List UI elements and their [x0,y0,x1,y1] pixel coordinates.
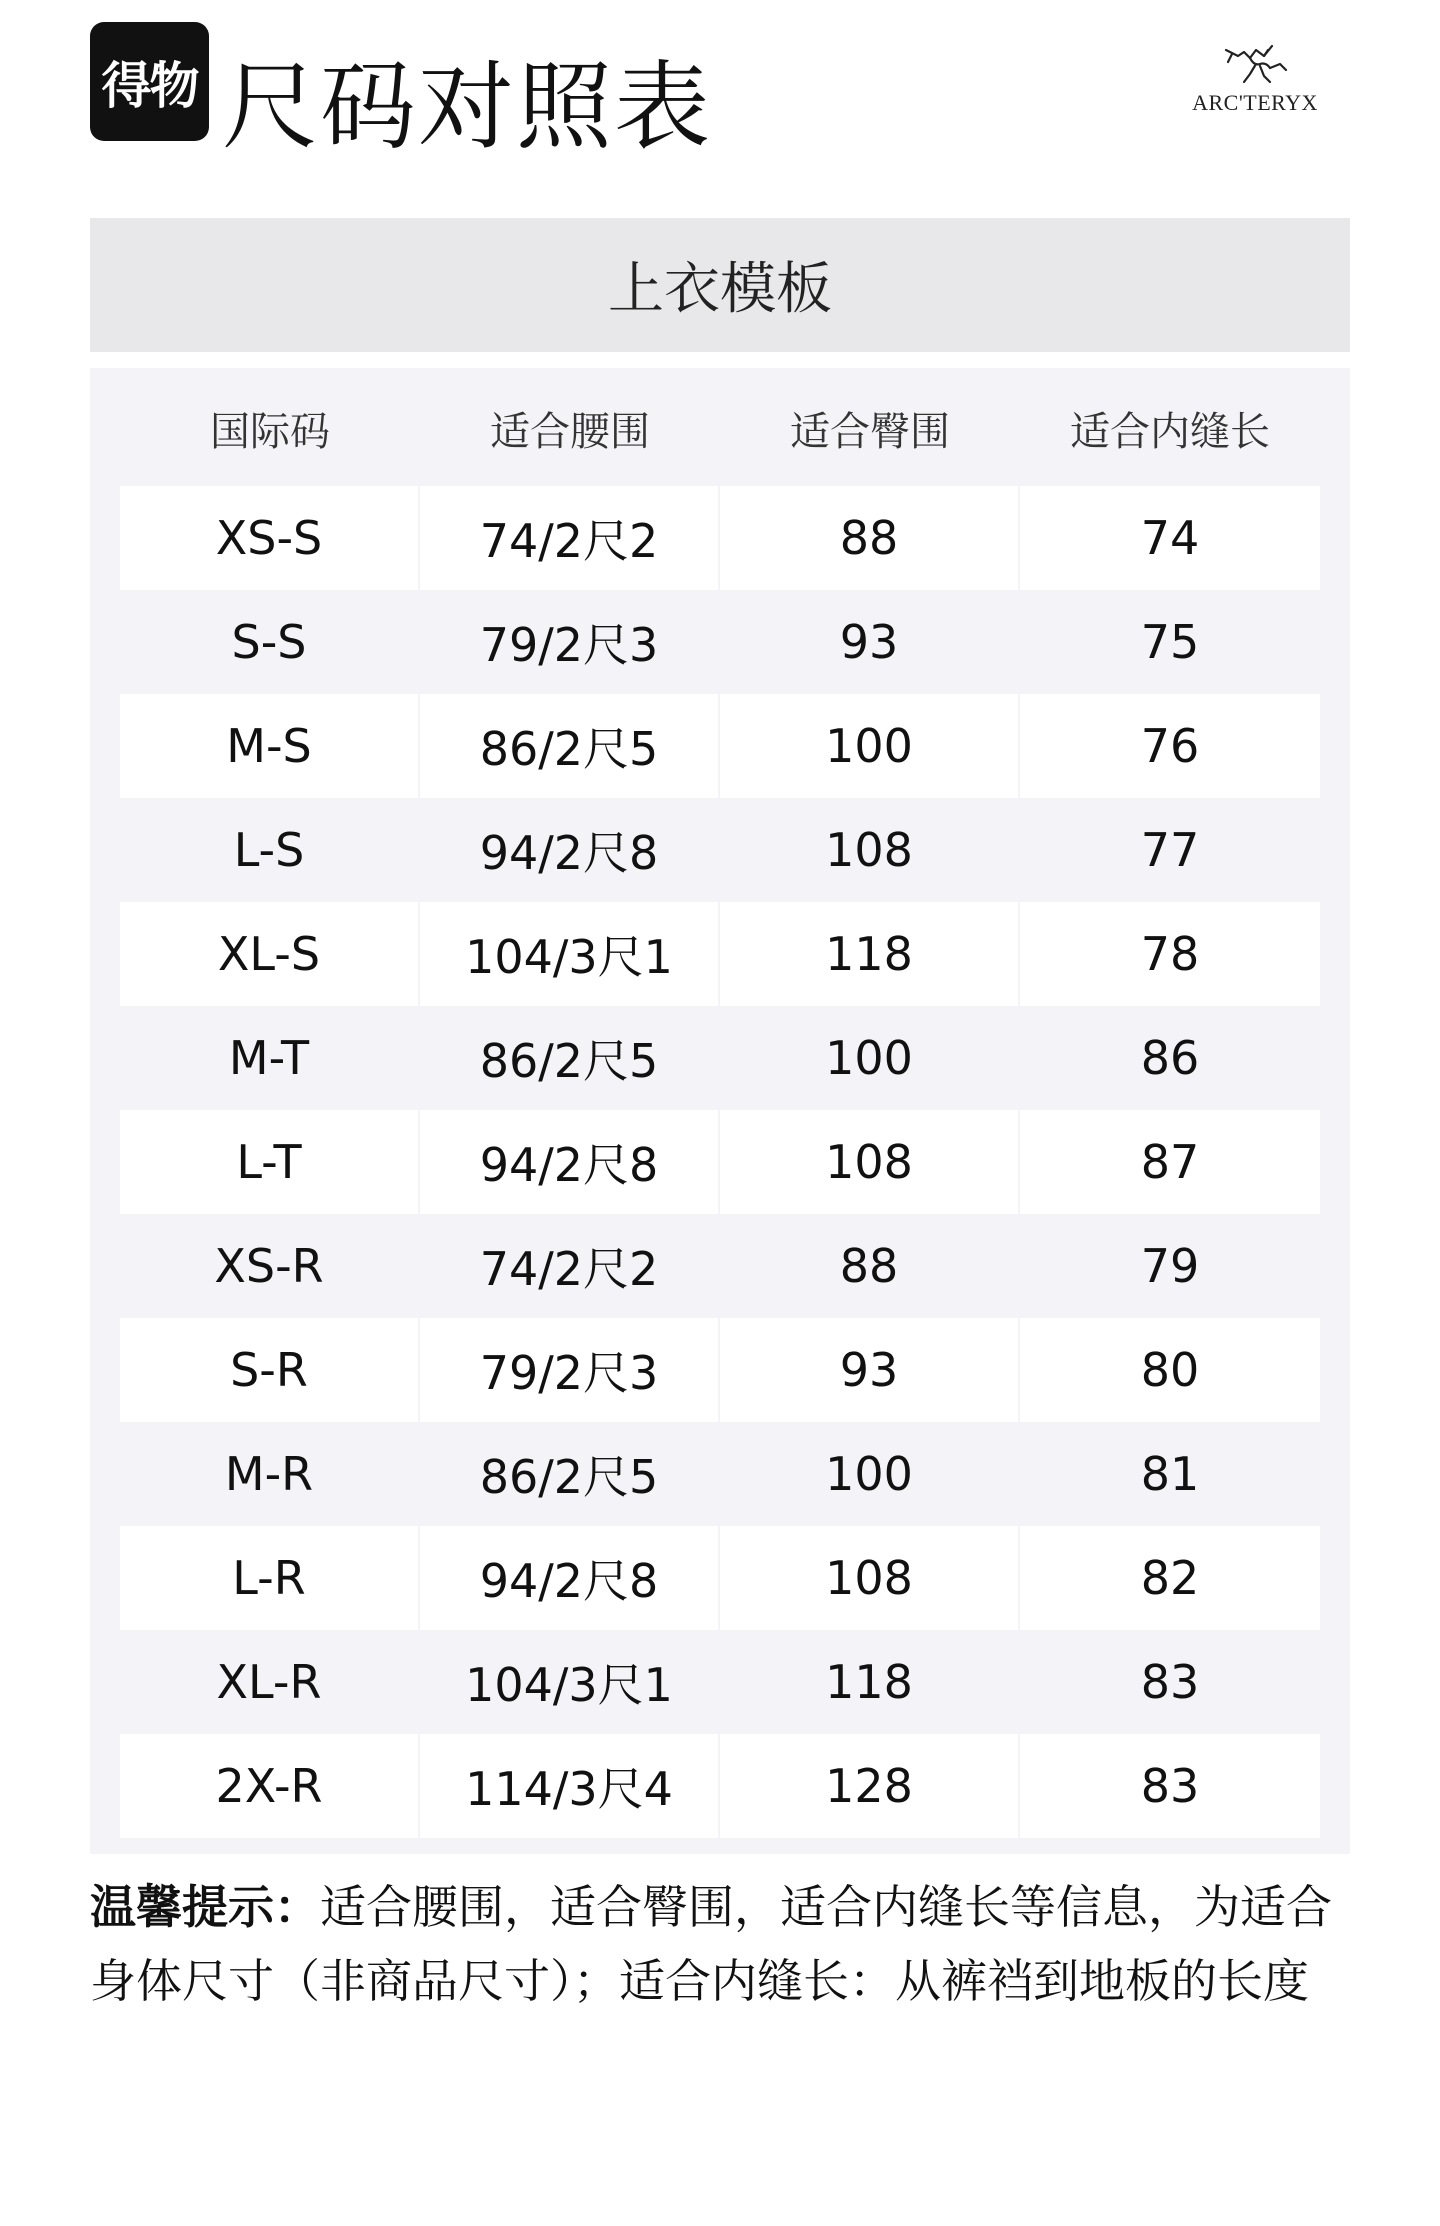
table-cell: 86/2尺5 [479,1450,659,1504]
table-cell: 83 [1020,1734,1320,1838]
table-row [120,1214,1320,1318]
app-logo-text: 得物 [101,56,198,115]
table-cell: 86/2尺5 [479,1034,659,1088]
table-cell: 74 [1020,486,1320,590]
table-cell: XL-R [216,1655,322,1709]
table-cell: M-S [120,694,418,798]
table-row [120,486,1320,590]
table-cell: 79 [1140,1239,1200,1293]
table-row [120,1630,1320,1734]
table-row [120,902,1320,1006]
table-cell: 75 [1140,615,1200,669]
table-cell: 81 [1140,1447,1200,1501]
table-cell: 78 [1020,902,1320,1006]
table-cell: M-R [224,1447,314,1501]
brand-logo [1170,40,1340,116]
table-row [120,1422,1320,1526]
table-cell: 2X-R [120,1734,418,1838]
table-cell: 86/2尺5 [420,694,718,798]
table-cell: 94/2尺8 [479,826,659,880]
table-row [120,1526,1320,1630]
size-table [90,368,1350,1854]
table-cell: M-T [228,1031,310,1085]
table-cell: S-S [231,615,307,669]
table-row [120,1318,1320,1422]
table-cell: 108 [720,1110,1018,1214]
table-cell: 82 [1020,1526,1320,1630]
table-cell: L-S [233,823,305,877]
table-cell: 74/2尺2 [420,486,718,590]
column-header: 适合腰围 [490,408,650,455]
page-title: 尺码对照表 [222,51,712,163]
table-cell: 108 [720,1526,1018,1630]
table-cell: 88 [839,1239,899,1293]
table-cell: 94/2尺8 [420,1110,718,1214]
column-header: 适合臀围 [790,408,950,455]
table-cell: 104/3尺1 [465,1658,673,1712]
tips-text: 适合腰围，适合臀围，适合内缝长等信息，为适合身体尺寸（非商品尺寸）；适合内缝长：从裤裆到地板的长度 [90,1880,1332,2008]
table-cell: 79/2尺3 [479,618,659,672]
section-title: 上衣模板 [90,218,1350,352]
table-row [120,1006,1320,1110]
table-cell: S-R [120,1318,418,1422]
table-cell: 104/3尺1 [420,902,718,1006]
table-cell: L-T [120,1110,418,1214]
column-header: 国际码 [210,408,330,455]
table-cell: 93 [720,1318,1018,1422]
table-cell: 118 [825,1655,913,1709]
table-row [120,694,1320,798]
table-cell: 88 [720,486,1018,590]
table-row [120,1110,1320,1214]
table-cell: 87 [1020,1110,1320,1214]
table-cell: 83 [1140,1655,1200,1709]
table-cell: 86 [1140,1031,1200,1085]
table-cell: 74/2尺2 [479,1242,659,1296]
table-cell: 118 [720,902,1018,1006]
tips-label: 温馨提示： [90,1880,320,1934]
table-cell: 100 [720,694,1018,798]
table-row [120,798,1320,902]
table-row [120,590,1320,694]
table-cell: 94/2尺8 [420,1526,718,1630]
table-cell: 108 [825,823,913,877]
table-header [120,368,1320,488]
archaeopteryx-icon [1220,40,1290,86]
column-header: 适合内缝长 [1070,408,1270,455]
table-cell: 128 [720,1734,1018,1838]
app-logo [90,22,209,141]
table-cell: 77 [1140,823,1200,877]
table-cell: 100 [825,1447,913,1501]
table-cell: 114/3尺4 [420,1734,718,1838]
table-cell: 100 [825,1031,913,1085]
table-row [120,1734,1320,1838]
table-cell: XL-S [120,902,418,1006]
table-cell: XS-S [120,486,418,590]
table-cell: 93 [839,615,899,669]
table-cell: 80 [1020,1318,1320,1422]
table-cell: 76 [1020,694,1320,798]
tips-note [90,1870,1350,2018]
table-cell: 79/2尺3 [420,1318,718,1422]
brand-name: ARC'TERYX [1192,90,1318,115]
table-cell: XS-R [214,1239,324,1293]
table-cell: L-R [120,1526,418,1630]
